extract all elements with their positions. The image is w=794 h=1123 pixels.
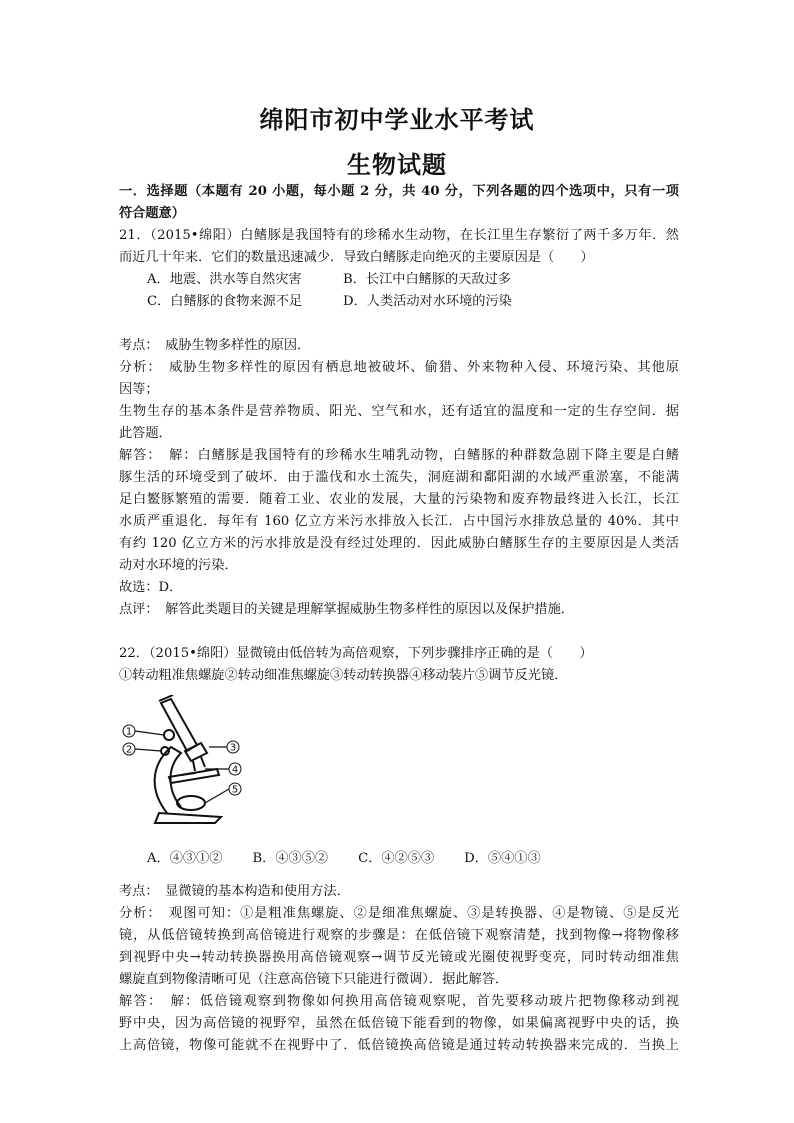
q21-analysis-line-2: 因等； [119,382,159,397]
q21-solution-line-1: 解答： 解：白鳍豚是我国特有的珍稀水生哺乳动物，白鳍豚的种群数急剧下降主要是白鳍 [119,448,679,463]
q21-solution-line-5: 有约 120 亿立方米的污水排放是没有经过处理的．因此威胁白鳍豚生存的主要原因是人类活 [119,536,679,551]
microscope-base [155,813,221,823]
q21-options-row-2 [119,291,679,313]
microscope-illustration [119,695,249,835]
section-heading-line-2: 符合题意） [119,206,185,221]
spacer [119,621,679,643]
q22-analysis-line-4: 螺旋直到物像清晰可见（注意高倍镜下只能进行微调）．据此解答． [119,972,509,987]
q21-solution-line-2: 豚生活的环境受到了破坏．由于滥伐和水土流失，洞庭湖和鄱阳湖的水域严重淤塞，不能满 [119,470,679,485]
q21-option-b: B．长江中白鳍豚的天敌过多 [343,272,511,287]
q21-answer: 故选：D． [119,580,183,595]
page-subtitle: 生物试题 [347,150,447,179]
page-title: 绵阳市初中学业水平考试 [259,105,535,134]
q21-comment: 点评： 解答此类题目的关键是理解掌握威胁生物多样性的原因以及保护措施． [119,602,574,617]
q21-option-d: D．人类活动对水环境的污染 [343,294,512,309]
q21-stem-line-1: 21．（2015•绵阳）白鳍豚是我国特有的珍稀水生动物，在长江里生存繁衍了两千多万年．然 [119,228,679,243]
q21-stem-line-2: 而近几十年来．它们的数量迅速减少．导致白鳍豚走向绝灭的主要原因是（ ） [119,250,594,265]
q22-option-b: B．④③⑤② [252,851,329,866]
figure-label-3: 3 [229,742,237,754]
figure-label-1: 1 [125,726,133,738]
q21-analysis-line-4: 此答题． [119,426,172,441]
figure-label-4: 4 [231,764,239,776]
q21-analysis-line-1: 分析： 威胁生物多样性的原因有栖息地被破坏、偷猎、外来物种入侵、环境污染、其他原 [119,360,679,375]
q21-option-c: C．白鳍豚的食物来源不足 [147,294,303,309]
q21-analysis-line-3: 生物生存的基本条件是营养物质、阳光、空气和水，还有适宜的温度和一定的生存空间．据 [119,404,679,419]
q22-stem-line-1: 22．（2015•绵阳）显微镜由低倍转为高倍观察，下列步骤排序正确的是（ ） [119,646,593,661]
q22-solution-line-2: 野中央，因为高倍镜的视野窄，虽然在低倍镜下能看到的物像，如果偏离视野中央的话，换 [119,1016,679,1031]
figure-label-2: 2 [125,744,133,756]
q22-option-d: D．⑤④①③ [464,851,541,866]
q21-solution-line-4: 水质严重退化．每年有 160 亿立方米污水排放入长江．占中国污水排放总量的 40%．其中 [119,514,679,529]
spacer [119,313,679,335]
q21-option-a: A．地震、洪水等自然灾害 [147,272,302,287]
q22-analysis-line-1: 分析： 观图可知：①是粗准焦螺旋、②是细准焦螺旋、③是转换器、④是物镜、⑤是反光 [119,906,679,921]
q22-option-c: C．④②⑤③ [358,851,435,866]
document-body [119,181,679,1057]
q21-solution-line-3: 足白鳘豚繁殖的需要．随着工业、农业的发展，大量的污染物和废弃物最终进入长江，长江 [119,492,679,507]
q22-options-row [119,848,679,870]
q21-kaodian: 考点： 威胁生物多样性的原因． [119,338,311,353]
q22-solution-line-3: 上高倍镜，物像可能就不在视野中了．低倍镜换高倍镜是通过转动转换器来完成的．当换上 [119,1038,679,1053]
q22-analysis-line-2: 镜，从低倍镜转换到高倍镜进行观察的步骤是：在低倍镜下观察清楚，找到物像→将物像移 [119,928,679,943]
section-heading-line-1: 一．选择题（本题有 20 小题，每小题 2 分，共 40 分，下列各题的四个选项中，只有一项 [119,184,679,199]
spacer [119,837,679,848]
q21-solution-line-6: 动对水环境的污染． [119,558,238,573]
figure-label-5: 5 [231,784,239,796]
q22-analysis-line-3: 到视野中央→转动转换器换用高倍镜观察→调节反光镜或光圈使视野变亮，同时转动细准焦 [119,950,679,965]
q22-solution-line-1: 解答： 解：低倍镜观察到物像如何换用高倍镜观察呢，首先要移动玻片把物像移动到视 [119,994,679,1009]
spacer [119,870,679,881]
microscope-figure [119,687,679,837]
q21-options-row-1 [119,269,679,291]
q22-kaodian: 考点： 显微镜的基本构造和使用方法． [119,884,350,899]
q22-stem-line-2: ①转动粗准焦螺旋②转动细准焦螺旋③转动转换器④移动装片⑤调节反光镜． [119,668,568,683]
q22-option-a: A．④③①② [147,851,223,866]
